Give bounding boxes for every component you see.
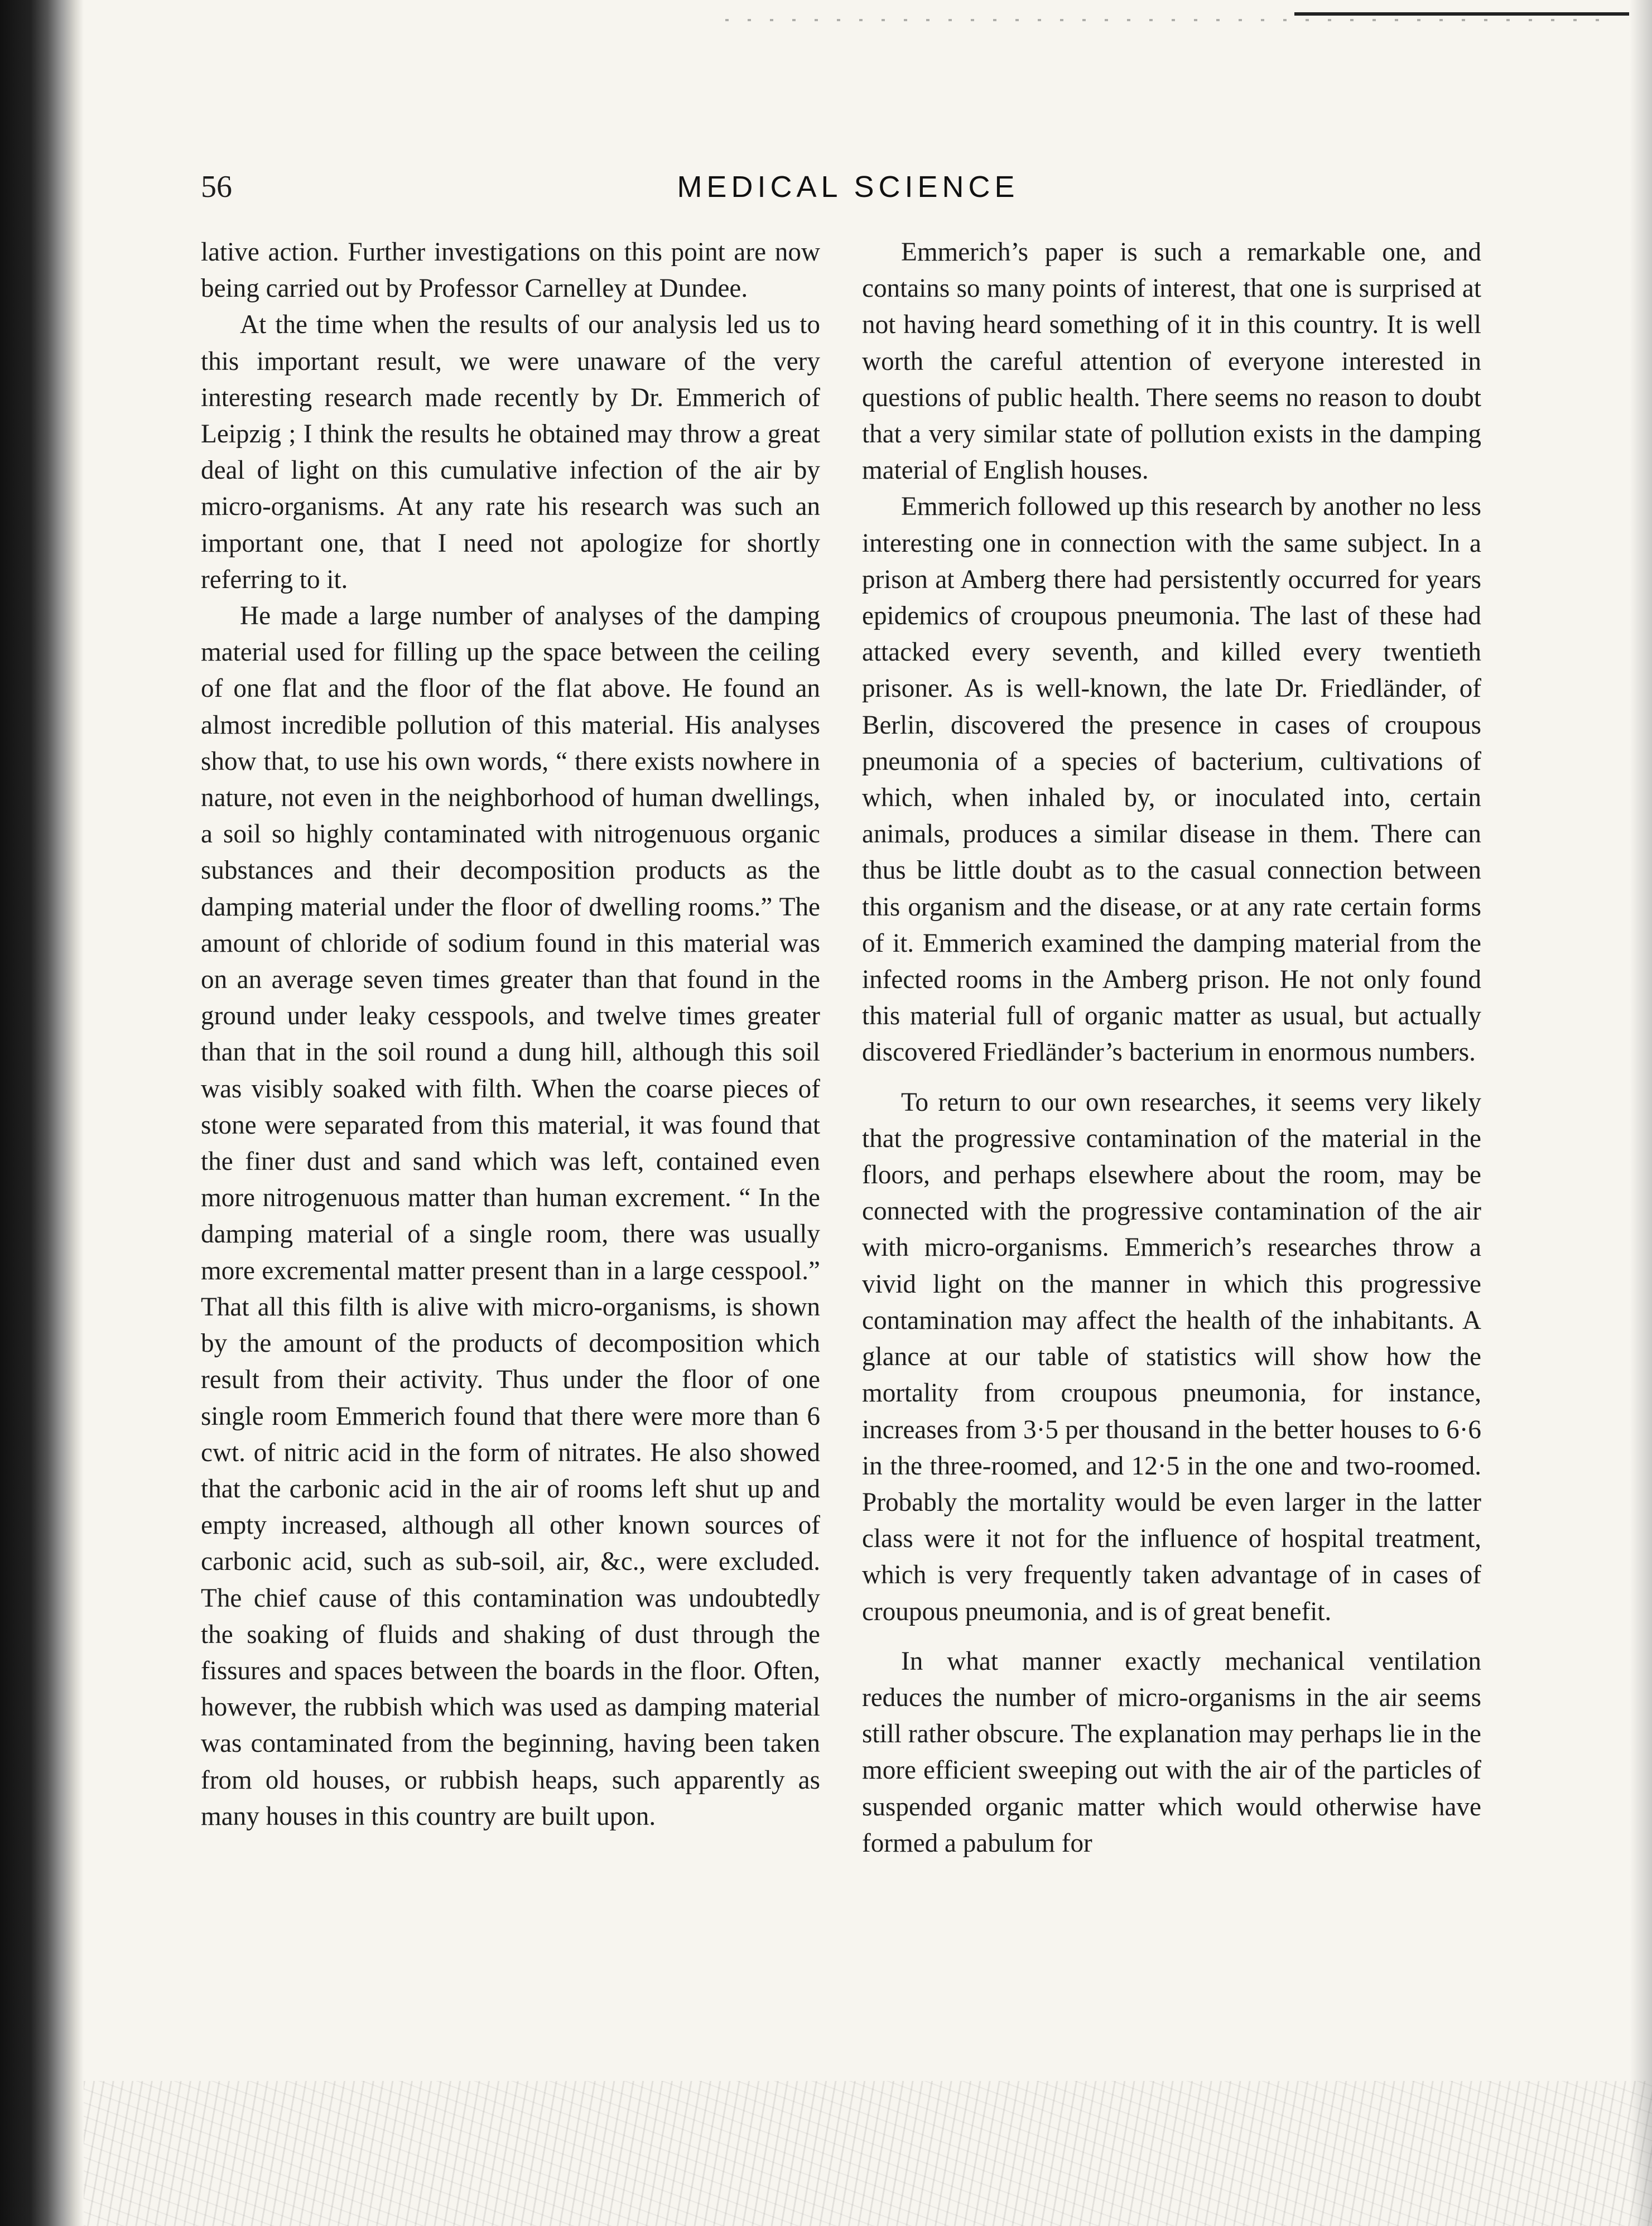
paragraph: Emmerich followed up this research by another no less interesting one in connection with the same subject. In a prison at Amberg there had persistently occurred for years epidemics of croupous pneumonia. The last of these had attacked every seventh, and killed every twentieth prisoner. As is well-known, the late Dr. Friedländer, of Berlin, discovered the presence in cases of croupous pneumonia of a species of bacterium, cultivations of which, when inhaled by, or inoculated into, certain animals, produces a similar disease in them. There can thus be little doubt as to the casual connection between this organism and the disease, or at any rate certain forms of it. Emmerich examined the damping material from the infected rooms in the Amberg prison. He not only found this material full of organic matter as usual, but actually discovered Friedländer’s bacterium in enormous numbers. [862,492,1481,1067]
scan-bottom-noise [84,2081,1652,2226]
page-number: 56 [201,170,232,204]
paragraph: To return to our own researches, it seems very likely that the progressive contamination of the material in the floors, and perhaps elsewhere about the room, may be connected with the progressive contamination of the air with micro-organisms. Emmerich’s researches throw a vivid light on the manner in which this progressive contamination may affect the health of the inhabitants. A glance at our table of statistics will show how the mortality from croupous pneumonia, for instance, increases from 3·5 per thousand in the better houses to 6·6 in the three-roomed, and 12·5 in the one and two-roomed. Probably the mortality would be even larger in the latter class were it not for the influence of hospital treatment, which is very frequently taken advantage of in cases of croupous pneumonia, and is of great benefit. [862,1087,1481,1626]
paragraph: In what manner exactly mechanical ventilation reduces the number of micro-organisms in the air seems still rather obscure. The explanation may perhaps lie in the more efficient sweeping out with the air of the particles of suspended organic matter which would otherwise have formed a pabulum for [862,1646,1481,1858]
paragraph: Emmerich’s paper is such a remarkable one, and contains so many points of interest, that one is surprised at not having heard something of it in this country. It is well worth the careful attention of everyone interested in questions of public health. There seems no reason to doubt that a very similar state of pollution exists in the damping material of English houses. [862,238,1481,485]
scan-top-speckle [725,19,1618,21]
running-head: MEDICAL SCIENCE [677,170,1019,204]
paragraph: He made a large number of analyses of the damping material used for filling up the space between the ceiling of one flat and the floor of the flat above. He found an almost incredible pollution of this material. His analyses show that, to use his own words, “ there exists nowhere in nature, not even in the neighborhood of human dwellings, a soil so highly contaminated with nitrogenuous organic substances and their decomposition products as the damping material under the floor of dwelling rooms.” The amount of chloride of sodium found in this material was on an average seven times greater than that found in the ground under leaky cesspools, and twelve times greater than that in the soil round a dung hill, although this soil was visibly soaked with filth. When the coarse pieces of stone were separated from this material, it was found that the finer dust and sand which was left, contained even more nitrogenuous matter than human excrement. “ In the damping material of a single room, there was usually more excremental matter present than in a large cesspool.” That all this filth is alive with micro-organisms, is shown by the amount of the products of decomposition which result from their activity. Thus under the floor of one single room Emmerich found that there were more than 6 cwt. of nitric acid in the form of nitrates. He also showed that the carbonic acid in the air of rooms left shut up and empty increased, although all other known sources of carbonic acid, such as sub-soil, air, &c., were excluded. The chief cause of this contamination was undoubtedly the soaking of fluids and shaking of dust through the fissures and spaces between the boards in the floor. Often, however, the rubbish which was used as damping material was contaminated from the beginning, having been taken from old houses, or rubbish heaps, such apparently as many houses in this country are built upon. [201,601,820,1831]
scan-top-rule [1294,12,1629,16]
paragraph: lative action. Further investigations on this point are now being carried out by Professor Carnelley at Dundee. [201,238,820,303]
page-header [201,165,1495,209]
paragraph: At the time when the results of our analysis led us to this important result, we were unaware of the very interesting research made recently by Dr. Emmerich of Leipzig ; I think the results he obtained may throw a great deal of light on this cumulative infection of the air by micro-organisms. At any rate his research was such an important one, that I need not apologize for shortly referring to it. [201,310,820,594]
left-column [201,234,820,1835]
scan-binding-shadow [0,0,84,2226]
right-column [862,234,1481,1862]
scan-right-edge [1630,0,1652,2226]
